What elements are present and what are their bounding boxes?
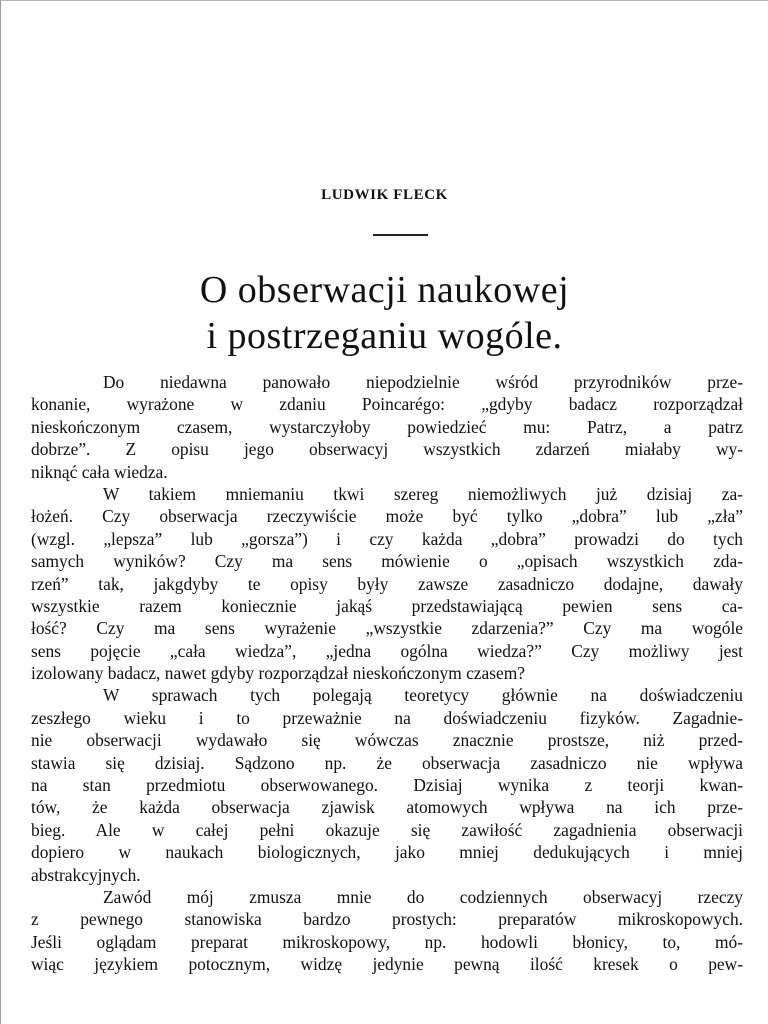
body-line: wiąc językiem potocznym, widzę jedynie pewną ilość kresek o pew- (31, 954, 743, 975)
body-line: konanie, wyrażone w zdaniu Poincarégo: „gdyby badacz rozporządzał (31, 394, 743, 415)
body-line: rzeń” tak, jakgdyby te opisy były zawsze zasadniczo dodajne, dawały (31, 573, 743, 594)
body-line: dobrze”. Z opisu jego obserwacyj wszystkich zdarzeń miałaby wy- (31, 439, 743, 460)
title-separator-rule (373, 234, 428, 236)
body-line: Do niedawna panowało niepodzielnie wśród przyrodników prze- (103, 372, 743, 392)
body-line: zeszłego wieku i to przeważnie na doświadczeniu fizyków. Zagadnie- (31, 707, 743, 728)
article-body (31, 371, 743, 976)
body-line: samych wyników? Czy ma sens mówienie o „opisach wszystkich zda- (31, 551, 743, 572)
body-line: sens pojęcie „cała wiedza”, „jedna ogólna wiedza?” Czy możliwy jest (31, 640, 743, 661)
body-line: łość? Czy ma sens wyrażenie „wszystkie zdarzenia?” Czy ma wogóle (31, 618, 743, 639)
body-line: wszystkie razem koniecznie jakąś przedstawiającą pewien sens ca- (31, 595, 743, 616)
body-line: na stan przedmiotu obserwowanego. Dzisiaj wynika z teorji kwan- (31, 775, 743, 796)
body-line: izolowany badacz, nawet gdyby rozporządzał nieskończonym czasem? (31, 663, 525, 684)
body-line: niknąć cała wiedza. (31, 461, 168, 482)
body-line: W takiem mniemaniu tkwi szereg niemożliwych już dzisiaj za- (103, 483, 743, 504)
article-title (1, 267, 768, 359)
body-line: nieskończonym czasem, wystarczyłoby powiedzieć mu: Patrz, a patrz (31, 416, 743, 437)
body-line: stawia się dzisiaj. Sądzono np. że obserwacja zasadniczo nie wpływa (31, 752, 743, 773)
body-line: łożeń. Czy obserwacja rzeczywiście może być tylko „dobra” lub „zła” (31, 506, 743, 527)
title-line: O obserwacji naukowej (199, 269, 570, 311)
body-line: bieg. Ale w całej pełni okazuje się zawiłość zagadnienia obserwacji (31, 819, 743, 840)
title-line: i postrzeganiu wogóle. (206, 315, 563, 357)
body-line: dopiero w naukach biologicznych, jako mniej dedukujących i mniej (31, 842, 743, 863)
body-line: nie obserwacji wydawało się wówczas znacznie prostsze, niż przed- (31, 730, 743, 751)
body-line: tów, że każda obserwacja zjawisk atomowych wpływa na ich prze- (31, 797, 743, 818)
body-line: Jeśli oglądam preparat mikroskopowy, np. hodowli błonicy, to, mó- (31, 931, 743, 952)
body-line: W sprawach tych polegają teoretycy głównie na doświadczeniu (103, 685, 743, 706)
body-line: z pewnego stanowiska bardzo prostych: preparatów mikroskopowych. (31, 909, 743, 930)
author-name: LUDWIK FLECK (321, 187, 448, 203)
body-line: abstrakcyjnych. (31, 864, 141, 885)
body-line: (wzgl. „lepsza” lub „gorsza”) i czy każda „dobra” prowadzi do tych (31, 528, 743, 549)
body-line: Zawód mój zmusza mnie do codziennych obserwacyj rzeczy (103, 886, 743, 907)
